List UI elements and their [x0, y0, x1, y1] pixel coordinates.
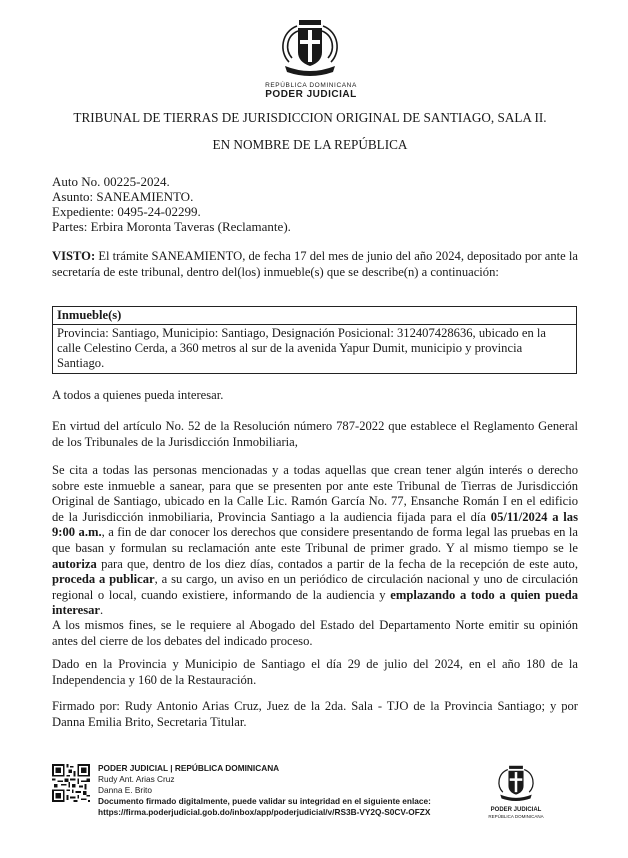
dado-paragraph: Dado en la Provincia y Municipio de Santiago el día 29 de julio del 2024, en el año 180 de la Independencia y 160 de la Restauración.	[52, 657, 578, 687]
qr-code-icon[interactable]	[52, 764, 90, 802]
visto-text: El trámite SANEAMIENTO, de fecha 17 del mes de junio del año 2024, depositado por ante la secretaría de este tribunal, dentro del(los) inmueble(s) que se describe(n) a continuación:	[52, 249, 578, 279]
footer-validation-note: Documento firmado digitalmente, puede validar su integridad en el siguiente enlace:	[98, 796, 431, 806]
court-title: TRIBUNAL DE TIERRAS DE JURISDICCION ORIGINAL DE SANTIAGO, SALA II.	[73, 110, 547, 125]
footer-signer-secretary: Danna E. Brito	[98, 785, 152, 795]
footer-institution: PODER JUDICIAL | REPÚBLICA DOMINICANA	[98, 763, 280, 773]
citation-paragraph	[52, 463, 578, 619]
asunto-line: Asunto: SANEAMIENTO.	[52, 189, 194, 204]
partes-line: Partes: Erbira Moronta Taveras (Reclamante).	[52, 219, 291, 234]
citation-text-1: Se cita a todas las personas mencionadas y a todas aquellas que crean tener algún interés o derecho sobre este inmueble a sanear, para que se presenten por ante este Tribunal de Tierras de Jurisdicción Original de Santiago, ubicado en la Calle Lic. Ramón García No. 77, Ensanche Román I en el edificio de la Jurisdicción inmobiliaria, Provincia Santiago a la audiencia fijada para el día	[52, 463, 578, 524]
citation-text-4: , a su cargo, un aviso en un periódico de circulación nacional y uno de circulación regional o local, cuando existiere, informando de la audiencia y	[52, 572, 578, 602]
footer-signer-judge: Rudy Ant. Arias Cruz	[98, 774, 175, 784]
auto-number: Auto No. 00225-2024.	[52, 174, 170, 189]
emblem-country-label: REPÚBLICA DOMINICANA	[265, 82, 357, 89]
republic-title: EN NOMBRE DE LA REPÚBLICA	[212, 137, 408, 152]
a-todos-paragraph: A todos a quienes pueda interesar.	[52, 388, 224, 402]
footer-emblem-country: REPÚBLICA DOMINICANA	[488, 814, 544, 819]
citation-text-5: .	[100, 603, 104, 618]
inmueble-heading: Inmueble(s)	[57, 308, 122, 322]
emblem-institution-label: PODER JUDICIAL	[265, 89, 357, 100]
citation-text-3: para que, dentro de los diez días, contados a partir de la fecha de la recepción de este auto,	[96, 556, 578, 571]
hearing-date: 05/11/2024 a las 9:00 a.m.	[52, 509, 578, 540]
firmado-paragraph: Firmado por: Rudy Antonio Arias Cruz, Juez de la 2da. Sala - TJO de la Provincia Santiago; y por Danna Emilia Brito, Secretaria Titular.	[52, 699, 578, 729]
emplazando-phrase: emplazando a todo a quien pueda interesar	[52, 587, 578, 618]
abogado-paragraph: A los mismos fines, se le requiere al Abogado del Estado del Departamento Norte emitir su opinión antes del cierre de los debates del indicado proceso.	[52, 618, 578, 648]
inmueble-header-row	[53, 307, 576, 325]
autoriza-word: autoriza	[52, 556, 97, 571]
footer-validation-link[interactable]: https://firma.poderjudicial.gob.do/inbox/app/poderjudicial/v/RS3B-VY2Q-S0CV-OFZX	[98, 807, 431, 817]
visto-label: VISTO:	[52, 249, 96, 263]
citation-text-2: , a fin de dar conocer los derechos que considere presentando de forma legal las pruebas en la que basan y formulan su reclamación ante este Tribunal de primer grado. Y al mismo tiempo se le	[52, 525, 578, 555]
en-virtud-paragraph: En virtud del artículo No. 52 de la Resolución número 787-2022 que establece el Reglamento General de los Tribunales de la Jurisdicción Inmobiliaria,	[52, 419, 578, 449]
inmueble-table	[52, 306, 577, 374]
visto-paragraph	[52, 249, 578, 280]
coat-of-arms-small-icon	[494, 764, 538, 804]
inmueble-description: Provincia: Santiago, Municipio: Santiago, Designación Posicional: 312407428636, ubicado en la calle Celestino Cerda, a 360 metros al sur de la avenida Yapur Dumit, municipio y provincia Santiago.	[57, 326, 546, 371]
expediente-line: Expediente: 0495-24-02299.	[52, 204, 201, 219]
coat-of-arms-icon	[275, 18, 345, 80]
proceda-publicar: proceda a publicar	[52, 572, 155, 587]
footer-emblem-institution: PODER JUDICIAL	[490, 807, 542, 813]
